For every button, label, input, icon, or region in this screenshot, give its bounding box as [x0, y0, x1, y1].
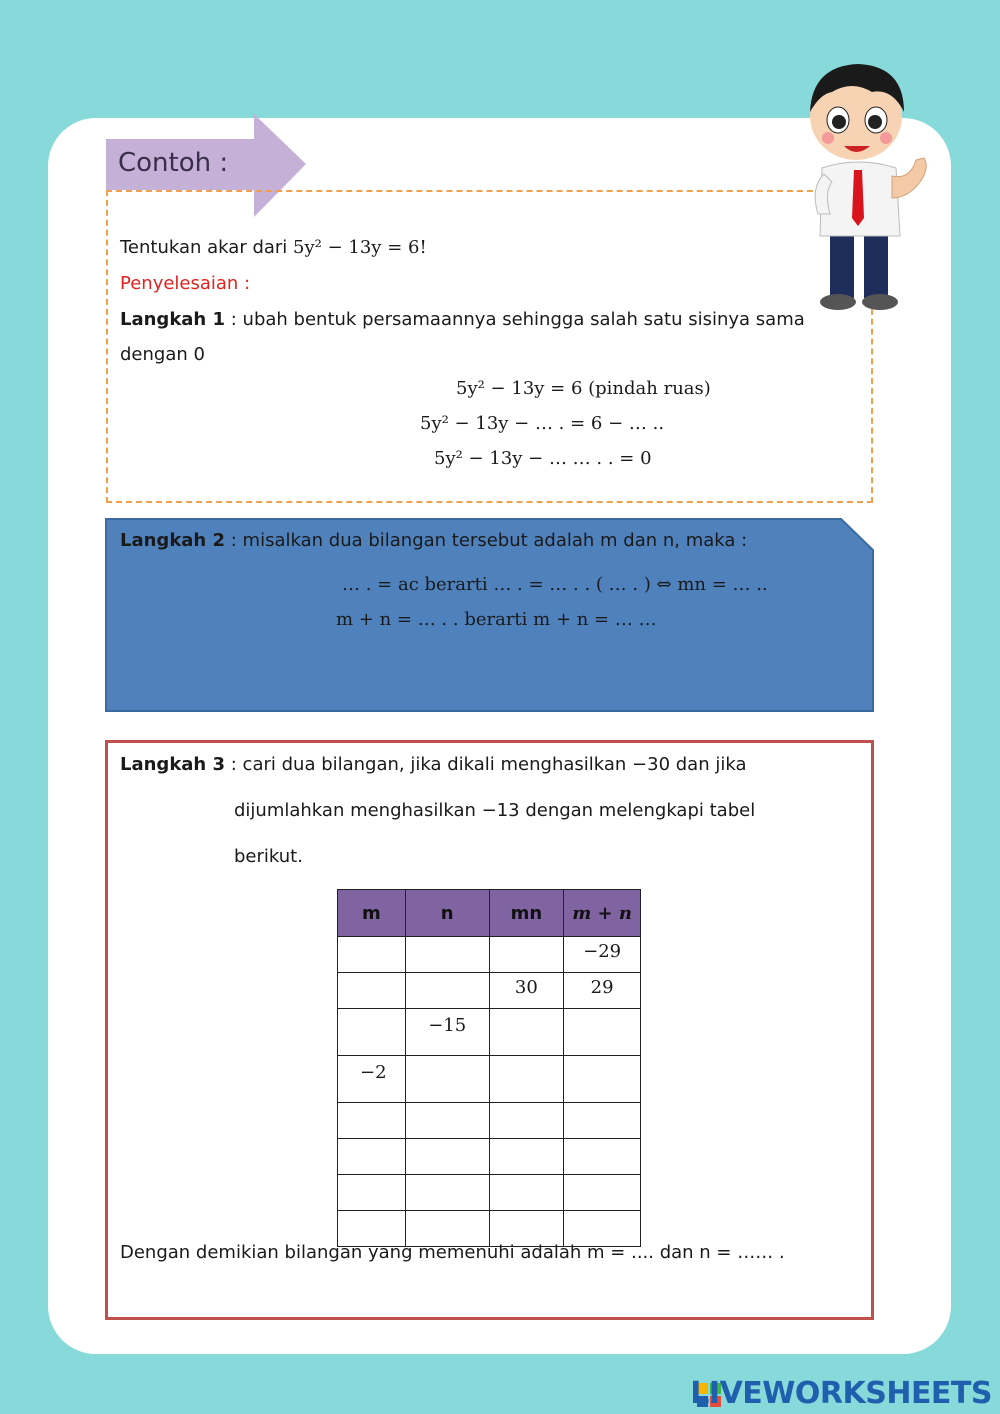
table-cell[interactable]	[564, 1103, 641, 1139]
step2-equation-2: m + n = … . . berarti m + n = … …	[336, 609, 657, 630]
table-row	[338, 973, 641, 1009]
table-cell[interactable]	[564, 1056, 641, 1103]
table-cell[interactable]	[489, 1175, 564, 1211]
table-cell[interactable]	[489, 1009, 564, 1056]
solution-label: Penyelesaian :	[120, 273, 251, 294]
table-cell[interactable]	[405, 1103, 489, 1139]
step3-label: Langkah 3	[120, 754, 226, 775]
table-row	[338, 1009, 641, 1056]
table-cell[interactable]	[338, 1139, 406, 1175]
step2-equation-1: … . = ac berarti … . = … . . ( … . ) ⇔ mn = … ..	[342, 574, 768, 595]
equation-1: 5y² − 13y = 6 (pindah ruas)	[456, 378, 711, 399]
table-cell: 30	[489, 973, 564, 1009]
mn-table	[337, 889, 641, 1247]
table-cell: 29	[564, 973, 641, 1009]
conclusion: Dengan demikian bilangan yang memenuhi adalah m = .... dan n = …… .	[120, 1242, 785, 1263]
table-cell: −29	[564, 937, 641, 973]
step1-line2: dengan 0	[120, 344, 205, 365]
table-cell[interactable]	[405, 1175, 489, 1211]
step1-line: Langkah 1 : ubah bentuk persamaannya sehingga salah satu sisinya sama	[120, 309, 805, 330]
question: Tentukan akar dari 5y² − 13y = 6!	[120, 237, 427, 258]
table-cell[interactable]	[489, 937, 564, 973]
watermark: LIVEWORKSHEETS	[690, 1376, 992, 1411]
header-m: m	[338, 890, 406, 937]
step3-line1: Langkah 3 : cari dua bilangan, jika dikali menghasilkan −30 dan jika	[120, 754, 747, 775]
table-row	[338, 1056, 641, 1103]
step2-label: Langkah 2	[120, 530, 226, 551]
step3-line2: dijumlahkan menghasilkan −13 dengan melengkapi tabel	[234, 800, 756, 821]
table-cell[interactable]	[338, 937, 406, 973]
table-cell[interactable]	[564, 1009, 641, 1056]
table-cell[interactable]	[489, 1056, 564, 1103]
step3-line3: berikut.	[234, 846, 303, 867]
header-n: n	[405, 890, 489, 937]
table-row	[338, 1103, 641, 1139]
table-cell[interactable]	[405, 1139, 489, 1175]
equation-2: 5y² − 13y − … . = 6 − … ..	[420, 413, 665, 434]
table-cell[interactable]	[489, 1139, 564, 1175]
table-cell[interactable]	[338, 1175, 406, 1211]
table-cell[interactable]	[489, 1103, 564, 1139]
table-cell[interactable]	[405, 937, 489, 973]
boy-character-illustration	[792, 58, 932, 314]
equation-3: 5y² − 13y − … … . . = 0	[434, 448, 652, 469]
step2-line: Langkah 2 : misalkan dua bilangan tersebut adalah m dan n, maka :	[120, 530, 748, 551]
header-m-plus-n: m + n	[564, 890, 641, 937]
table-row	[338, 937, 641, 973]
step1-label: Langkah 1	[120, 309, 226, 330]
table-row	[338, 1175, 641, 1211]
banner-label: Contoh :	[118, 148, 229, 178]
table-cell: −15	[405, 1009, 489, 1056]
table-cell[interactable]	[338, 1009, 406, 1056]
table-cell: −2	[338, 1056, 406, 1103]
table-row	[338, 1139, 641, 1175]
header-mn: mn	[489, 890, 564, 937]
table-cell[interactable]	[338, 973, 406, 1009]
table-cell[interactable]	[405, 973, 489, 1009]
table-cell[interactable]	[564, 1139, 641, 1175]
table-cell[interactable]	[405, 1056, 489, 1103]
table-cell[interactable]	[338, 1103, 406, 1139]
table-cell[interactable]	[564, 1175, 641, 1211]
